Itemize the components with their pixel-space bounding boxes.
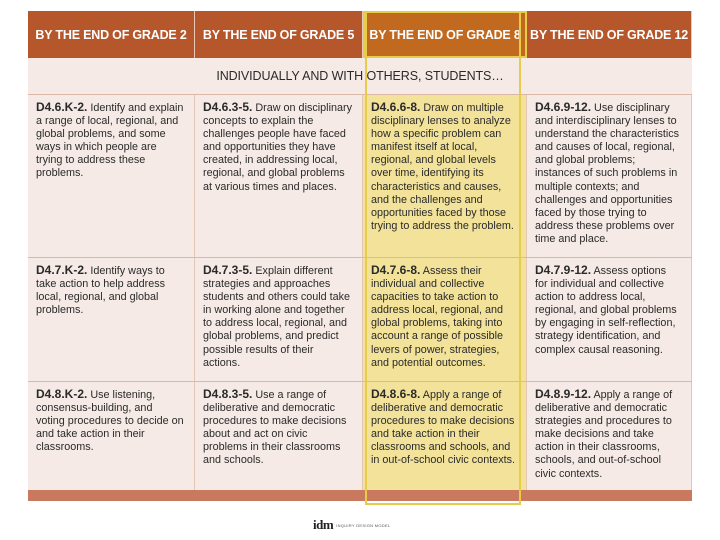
cell-d4-6-k2: D4.6.K-2. Identify and explain a range of local, regional, and global problems, and some ways in which people are trying to address these problems. (28, 95, 195, 257)
cell-d4-6-9-12: D4.6.9-12. Use disciplinary and interdisciplinary lenses to understand the characteristics and causes of local, regional, and global problems; instances of such problems in multiple contexts; and challenges and opportunities faced by those trying to address these problems over time and place. (527, 95, 692, 257)
header-grade-12: BY THE END OF GRADE 12 (527, 11, 692, 58)
cell-d4-8-k2: D4.8.K-2. Use listening, consensus-building, and voting procedures to decide on and take action in their classrooms. (28, 382, 195, 492)
cell-d4-8-6-8: D4.8.6-8. Apply a range of deliberative and democratic procedures to make decisions and take action in their classrooms and schools, and in out-of-school civic contexts. (363, 382, 527, 492)
cell-d4-8-3-5: D4.8.3-5. Use a range of deliberative and democratic procedures to make decisions about and act on civic problems in their classrooms and schools. (195, 382, 363, 492)
header-grade-2: BY THE END OF GRADE 2 (28, 11, 195, 58)
cell-d4-8-9-12: D4.8.9-12. Apply a range of deliberative and democratic strategies and procedures to make decisions and take action in their classrooms, schools, and out-of-school civic contexts. (527, 382, 692, 492)
table-row (28, 381, 692, 492)
cell-d4-6-6-8: D4.6.6-8. Draw on multiple disciplinary lenses to analyze how a specific problem can manifest itself at local, regional, and global levels over time, identifying its characteristics and causes, and the challenges and opportunities faced by those trying to address the problem. (363, 95, 527, 257)
table-row (28, 94, 692, 257)
cell-d4-7-k2: D4.7.K-2. Identify ways to take action to help address local, regional, and global problems. (28, 258, 195, 381)
logo-subtitle: INQUIRY DESIGN MODEL (336, 522, 391, 528)
cell-d4-6-3-5: D4.6.3-5. Draw on disciplinary concepts to explain the challenges people have faced and opportunities they have created, in addressing local, regional, and global problems at various times and places. (195, 95, 363, 257)
subheader: INDIVIDUALLY AND WITH OTHERS, STUDENTS… (216, 69, 504, 83)
header-grade-8: BY THE END OF GRADE 8 (363, 11, 527, 58)
logo-mark: idm (313, 517, 334, 532)
cell-d4-7-3-5: D4.7.3-5. Explain different strategies and approaches students and others could take in working alone and together to address local, regional, and global problems, and predict possible results of their actions. (195, 258, 363, 381)
footer-bar (28, 490, 692, 501)
header-grade-5: BY THE END OF GRADE 5 (195, 11, 363, 58)
cell-d4-7-6-8: D4.7.6-8. Assess their individual and collective capacities to take action to address local, regional, and global problems, taking into account a range of possible levers of power, strategies, and potential outcomes. (363, 258, 527, 381)
standards-grid (28, 94, 692, 492)
standards-table (28, 11, 692, 501)
header-row (28, 11, 692, 58)
idm-logo (313, 517, 390, 533)
table-row (28, 257, 692, 381)
cell-d4-7-9-12: D4.7.9-12. Assess options for individual and collective action to address local, regional, and global problems by engaging in self-reflection, strategy identification, and complex causal reasoning. (527, 258, 692, 381)
